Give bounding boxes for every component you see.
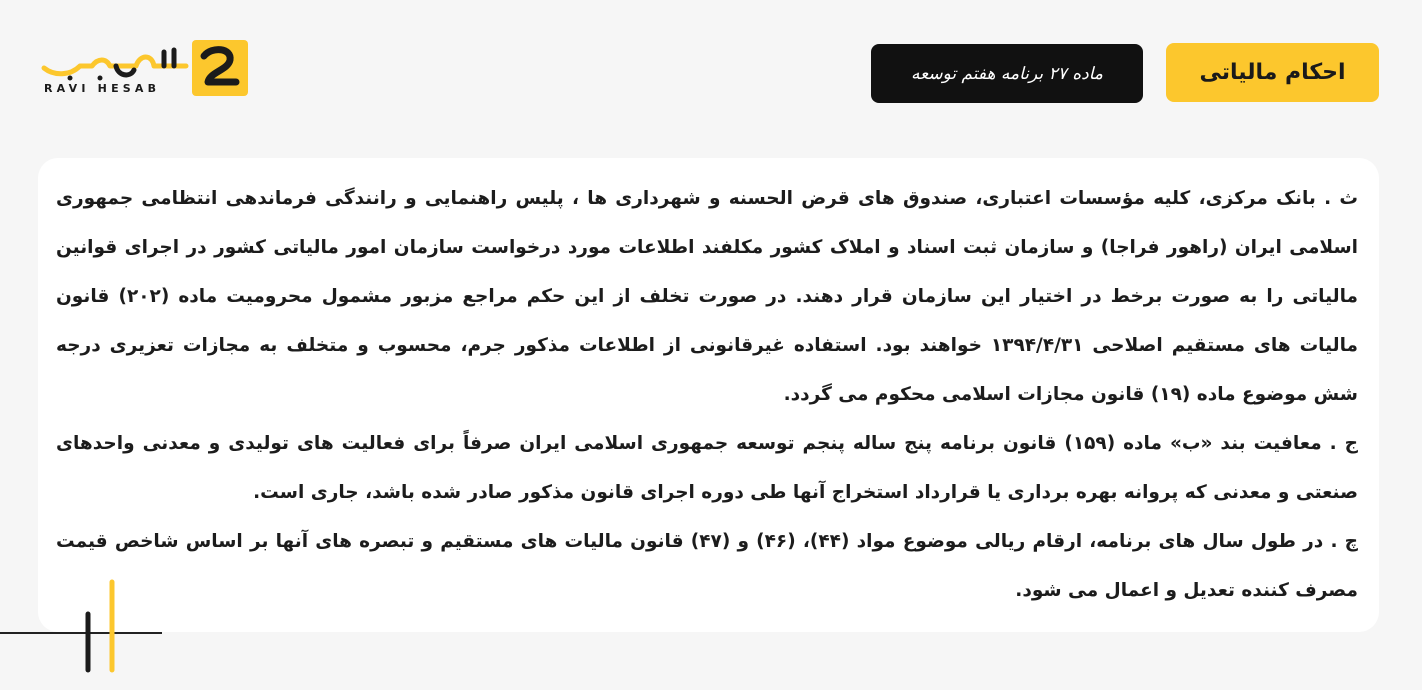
decorative-lines [0, 578, 165, 678]
brand-logo [40, 40, 252, 100]
brand-latin-wordmark: RAVI HESAB [44, 82, 161, 95]
paragraph-clause-che: چ . در طول سال های برنامه، ارقام ریالی موضوع مواد (۴۴)، (۴۶) و (۴۷) قانون مالیات های مستقیم و تبصره های آنها بر اساس شاخص قیمت مصرف کننده تعدیل و اعمال می شود. [56, 531, 1358, 601]
paragraph-clause-jim: ج . معافیت بند «ب» ماده (۱۵۹) قانون برنامه پنج ساله پنجم توسعه جمهوری اسلامی ایران صرفاً برای فعالیت های تولیدی و معدنی واحدهای صنعتی و معدنی که پروانه بهره برداری یا قرارداد استخراج آنها طی دوره اجرای قانون مذکور صادر شده باشد، جاری است. [56, 433, 1359, 503]
article-body [56, 174, 1358, 615]
brand-mark-icon [192, 40, 248, 96]
paragraph-clause-se: ث . بانک مرکزی، کلیه مؤسسات اعتباری، صندوق های قرض الحسنه و شهرداری ها ، پلیس راهنمایی و رانندگی فرماندهی انتظامی جمهوری اسلامی ایران (راهور فراجا) و سازمان ثبت اسناد و املاک کشور مکلفند اطلاعات مورد درخواست سازمان امور مالیاتی کشور در اجرای قوانین مالیاتی را به صورت برخط در اختیار این سازمان قرار دهند. در صورت تخلف از این حکم مراجع مزبور مشمول محرومیت ماده (۲۰۲) قانون مالیات های مستقیم اصلاحی ۱۳۹۴/۴/۳۱ خواهند بود. استفاده غیرقانونی از اطلاعات مذکور جرم، محسوب و متخلف به مجازات تعزیری درجه شش موضوع ماده (۱۹) قانون مجازات اسلامی محکوم می گردد. [56, 188, 1358, 405]
subtitle-badge: ماده ۲۷ برنامه هفتم توسعه [871, 44, 1143, 103]
category-badge: احکام مالیاتی [1166, 43, 1379, 102]
brand-script-wordmark [40, 46, 190, 82]
